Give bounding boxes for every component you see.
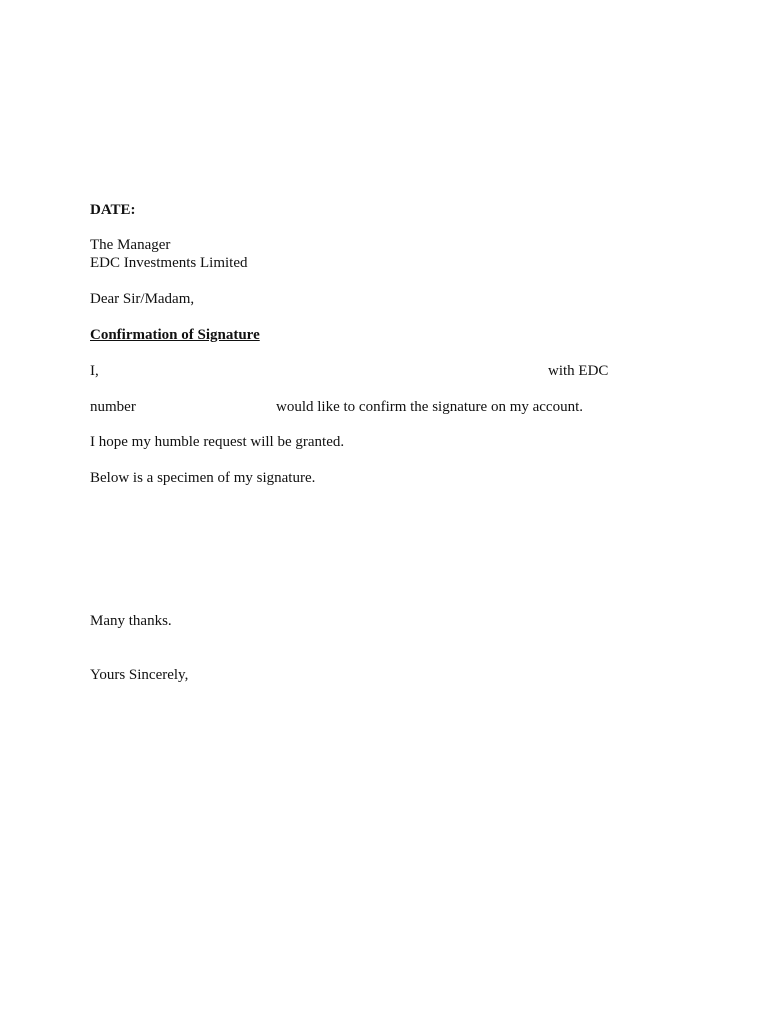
request-text: I hope my humble request will be granted. [90, 434, 345, 450]
recipient-company: EDC Investments Limited [90, 255, 248, 271]
specimen-text: Below is a specimen of my signature. [90, 470, 316, 486]
body-line1-end: with EDC [548, 363, 609, 379]
closing-text: Yours Sincerely, [90, 667, 189, 683]
body-line2-end: would like to confirm the signature on my account. [276, 399, 584, 415]
date-label: DATE: [90, 202, 136, 218]
thanks-text: Many thanks. [90, 613, 172, 629]
recipient-title: The Manager [90, 237, 171, 253]
body-line1-start: I, [90, 363, 99, 379]
salutation: Dear Sir/Madam, [90, 291, 195, 307]
body-line2-start: number [90, 399, 136, 415]
subject-heading: Confirmation of Signature [90, 327, 260, 343]
